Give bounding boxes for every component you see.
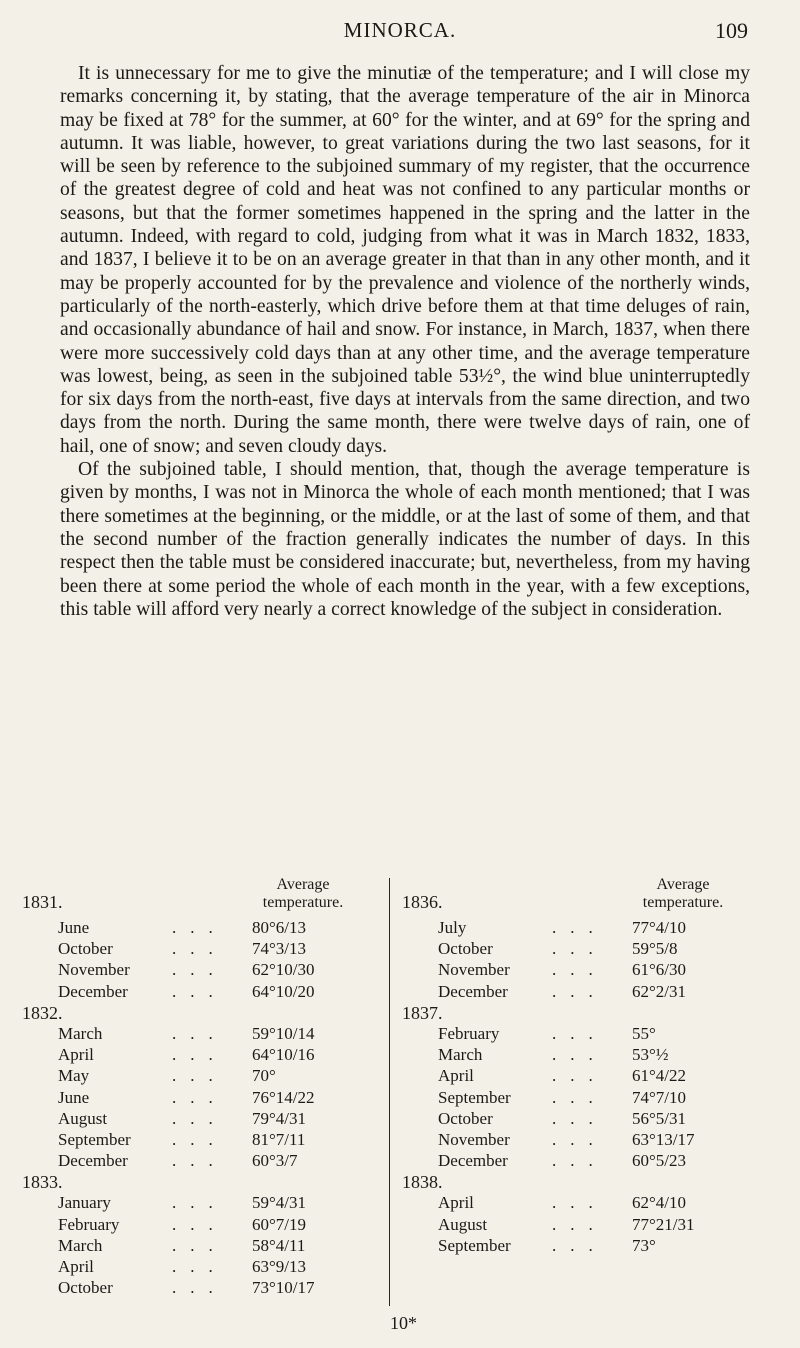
month-cell: October [438,1108,493,1128]
leader-dots: ... [552,1129,607,1149]
year-label: 1832. [22,1002,63,1023]
header-average: Average [276,876,330,893]
table-row [402,1130,762,1151]
header-temperature: temperature. [642,894,724,911]
table-row [402,1236,762,1257]
month-cell: December [438,1151,508,1171]
leader-dots: ... [172,1108,227,1128]
month-cell: April [438,1193,474,1213]
leader-dots: ... [552,981,607,1001]
column-divider [389,878,390,1306]
temperature-table [22,876,782,1316]
leader-dots: ... [172,1235,227,1255]
running-head: MINORCA. [343,18,457,42]
year-heading [402,1172,762,1193]
leader-dots: ... [552,939,607,959]
month-cell: December [438,981,508,1001]
month-cell: January [58,1193,111,1213]
table-row [402,1109,762,1130]
header-average: Average [656,876,710,893]
leader-dots: ... [172,1278,227,1298]
table-row [22,1045,382,1066]
month-cell: December [58,981,128,1001]
month-cell: June [58,1087,90,1107]
table-row [22,939,382,960]
table-row [22,1257,382,1278]
paragraph: Of the subjoined table, I should mention, that, though the average temperature is given by months, I was not in Minorca the whole of each month mentioned; that I was there sometimes at the beginning, or the middle, or at the last of some of them, and that the second number of the fraction generally indicates the number of days. In this respect then the table must be considered inaccurate; but, nevertheless, from my having been there at some period the whole of each month in the year, with a few exceptions, this table will afford very nearly a correct knowledge of the subject in consideration. [60,459,750,620]
temperature-cell: 61°6/30 [632,960,687,980]
table-row [402,1045,762,1066]
table-row [22,1215,382,1236]
month-cell: June [58,918,90,937]
month-cell: November [58,960,130,980]
table-row [22,1151,382,1172]
page-number: 109 [715,18,748,43]
month-cell: September [438,1087,511,1107]
column-header [402,876,762,918]
year-label: 1836. [402,892,443,912]
leader-dots: ... [552,1087,607,1107]
leader-dots: ... [172,1151,227,1171]
table-row [22,1109,382,1130]
month-cell: October [58,1278,113,1298]
table-row [22,918,382,939]
temperature-cell: 61°4/22 [632,1066,687,1086]
leader-dots: ... [172,939,227,959]
table-row [402,1193,762,1214]
month-cell: July [438,918,467,937]
temperature-cell: 60°5/23 [632,1151,687,1171]
temperature-cell: 62°10/30 [252,960,315,980]
table-row [22,1278,382,1299]
table-row [402,1215,762,1236]
table-row [22,982,382,1003]
leader-dots: ... [172,1087,227,1107]
table-row [22,1024,382,1045]
month-cell: April [58,1045,94,1065]
temperature-cell: 53°½ [632,1045,669,1065]
temperature-cell: 55° [632,1023,656,1043]
year-label: 1837. [402,1002,443,1023]
temperature-cell: 59°4/31 [252,1193,307,1213]
temperature-cell: 64°10/20 [252,981,315,1001]
table-row [402,1066,762,1087]
temperature-cell: 77°4/10 [632,918,687,937]
leader-dots: ... [172,1193,227,1213]
right-rows [402,918,762,1257]
month-cell: October [438,939,493,959]
leader-dots: ... [552,918,607,937]
temperature-cell: 62°4/10 [632,1193,687,1213]
temperature-cell: 56°5/31 [632,1108,687,1128]
table-row [402,982,762,1003]
year-heading [22,1003,382,1024]
paragraph: It is unnecessary for me to give the minutiæ of the temperature; and I will close my remarks concerning it, by stating, that the average temperature of the air in Minorca may be fixed at 78° for the summer, at 60° for the winter, and at 69° for the spring and autumn. It was liable, however, to great variations during the two last seasons, for it will be seen by reference to the subjoined summary of my register, that the occurrence of the greatest degree of cold and heat was not confined to any particular months or seasons, but that the former sometimes happened in the spring and the latter in the autumn. Indeed, with regard to cold, judging from what it was in March 1832, 1833, and 1837, I believe it to be on an average greater in that than in any other month, and it may be properly accounted for by the prevalence and violence of the northerly winds, particularly of the north-easterly, which drive before them at that time deluges of rain, and occasionally abundance of hail and snow. For instance, in March, 1837, when there were more successively cold days than at any other time, and the average temperature was lowest, being, as seen in the subjoined table 53½°, the wind blue uninterruptedly for six days from the north-east, five days at intervals from the same direction, and two days from the north. During the same month, there were twelve days of rain, one of hail, one of snow; and seven cloudy days. [60,63,750,457]
leader-dots: ... [172,1214,227,1234]
column-header [22,876,382,918]
temperature-cell: 74°3/13 [252,939,307,959]
month-cell: March [438,1045,483,1065]
signature-mark: 10* [390,1313,417,1333]
leader-dots: ... [172,1023,227,1043]
leader-dots: ... [172,918,227,937]
leader-dots: ... [172,981,227,1001]
header-temperature: temperature. [262,894,344,911]
leader-dots: ... [552,1214,607,1234]
temperature-cell: 58°4/11 [252,1235,306,1255]
year-label: 1838. [402,1172,443,1193]
temperature-cell: 80°6/13 [252,918,307,937]
year-heading [402,1003,762,1024]
temperature-cell: 60°7/19 [252,1214,307,1234]
table-row [22,1130,382,1151]
temperature-cell: 79°4/31 [252,1108,307,1128]
table-left-column [22,876,382,1299]
temperature-cell: 73° [632,1235,656,1255]
table-row [402,939,762,960]
month-cell: February [438,1023,500,1043]
leader-dots: ... [552,960,607,980]
temperature-cell: 59°5/8 [632,939,678,959]
month-cell: September [58,1129,131,1149]
month-cell: November [438,960,510,980]
temperature-cell: 81°7/11 [252,1129,306,1149]
leader-dots: ... [172,960,227,980]
year-label: 1831. [22,892,63,912]
left-rows [22,918,382,1299]
temperature-cell: 77°21/31 [632,1214,695,1234]
month-cell: October [58,939,113,959]
year-label: 1833. [22,1172,63,1193]
table-row [22,1088,382,1109]
leader-dots: ... [172,1066,227,1086]
month-cell: March [58,1023,103,1043]
table-row [22,1236,382,1257]
table-row [22,1193,382,1214]
table-row [22,960,382,981]
leader-dots: ... [552,1023,607,1043]
temperature-cell: 64°10/16 [252,1045,315,1065]
month-cell: November [438,1129,510,1149]
month-cell: March [58,1235,103,1255]
temperature-cell: 63°13/17 [632,1129,695,1149]
month-cell: September [438,1235,511,1255]
temperature-cell: 70° [252,1066,276,1086]
table-row [402,960,762,981]
leader-dots: ... [552,1193,607,1213]
table-row [402,1024,762,1045]
body-text [60,62,750,621]
temperature-cell: 76°14/22 [252,1087,315,1107]
temperature-cell: 62°2/31 [632,981,687,1001]
month-cell: April [58,1257,94,1276]
month-cell: April [438,1066,474,1086]
leader-dots: ... [172,1257,227,1276]
leader-dots: ... [552,1235,607,1255]
table-row [402,918,762,939]
leader-dots: ... [552,1066,607,1086]
month-cell: August [58,1108,108,1128]
year-heading [22,1172,382,1193]
temperature-cell: 59°10/14 [252,1023,315,1043]
page-header [0,18,800,50]
temperature-cell: 74°7/10 [632,1087,687,1107]
table-row [22,1066,382,1087]
temperature-cell: 63°9/13 [252,1257,307,1276]
leader-dots: ... [552,1108,607,1128]
leader-dots: ... [552,1151,607,1171]
leader-dots: ... [172,1045,227,1065]
month-cell: May [58,1066,90,1086]
leader-dots: ... [172,1129,227,1149]
temperature-cell: 60°3/7 [252,1151,298,1171]
month-cell: August [438,1214,488,1234]
month-cell: December [58,1151,128,1171]
table-row [402,1151,762,1172]
leader-dots: ... [552,1045,607,1065]
table-row [402,1088,762,1109]
month-cell: February [58,1214,120,1234]
table-right-column [402,876,762,1257]
temperature-cell: 73°10/17 [252,1278,315,1298]
